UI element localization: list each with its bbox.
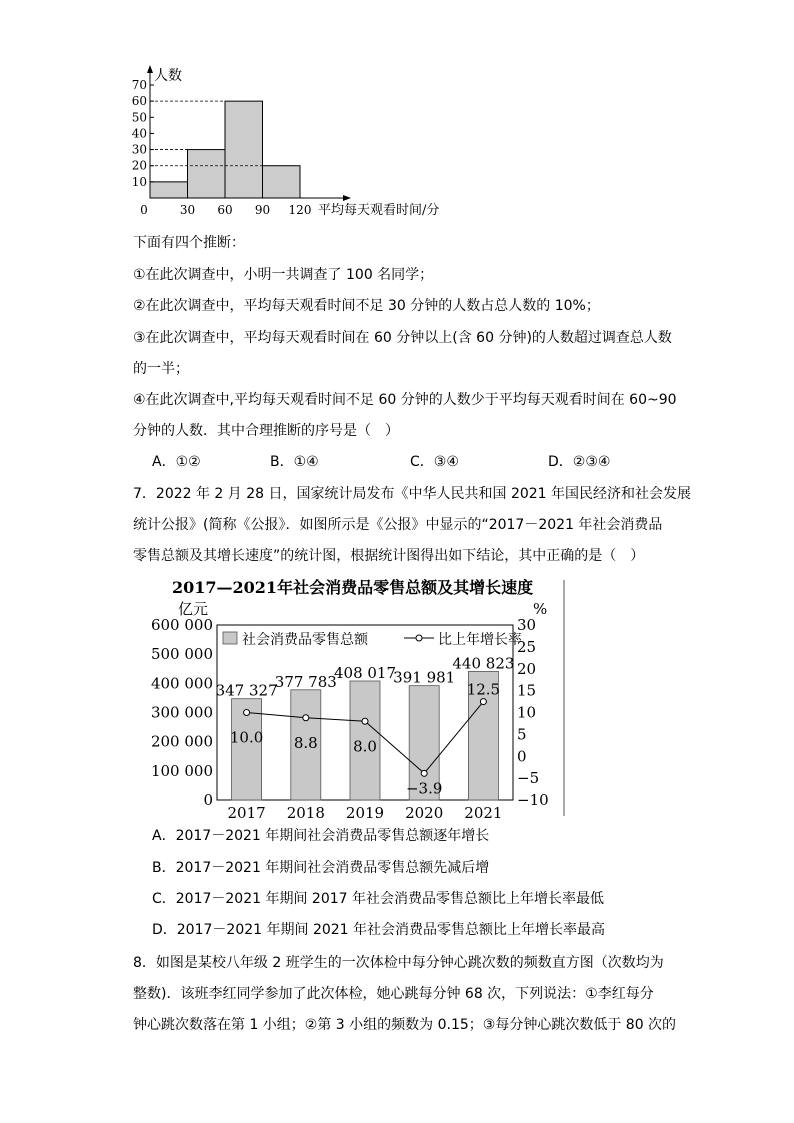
- q6-option-d: D．②③④: [548, 454, 611, 470]
- x-category-label: 2020: [405, 804, 444, 822]
- legend-line-label: 比上年增长率: [438, 632, 522, 648]
- x-category-label: 2018: [286, 804, 325, 822]
- q8-line-3: 钟心跳次数落在第 1 小组；②第 3 小组的频数为 0.15；③每分钟心跳次数低于 80 次的: [133, 1017, 677, 1033]
- q8-line-1: 8．如图是某校八年级 2 班学生的一次体检中每分钟心跳次数的频数直方图（次数均为: [133, 955, 664, 971]
- right-axis-tick-label: 5: [517, 725, 527, 744]
- right-axis-tick-label: 0: [517, 747, 527, 766]
- hist-y-tick-label: 70: [131, 78, 147, 92]
- consumer-sales-chart: [150, 574, 570, 822]
- q7-option-b: B．2017－2021 年期间社会消费品零售总额先减后增: [152, 860, 490, 876]
- right-axis-tick-label: 20: [517, 659, 537, 678]
- left-axis-tick-label: 400 000: [150, 674, 213, 693]
- right-axis-tick-label: −5: [517, 769, 540, 788]
- legend-bar-label: 社会消费品零售总额: [242, 632, 368, 648]
- q7-option-d: D．2017－2021 年期间 2021 年社会消费品零售总额比上年增长率最高: [152, 922, 606, 938]
- growth-rate-point: [480, 699, 486, 705]
- q6-option-a: A．①②: [152, 454, 201, 470]
- q8-line-2: 整数)．该班李红同学参加了此次体检，她心跳每分钟 68 次，下列说法：①李红每分: [133, 986, 654, 1002]
- q7-option-c: C．2017－2021 年期间 2017 年社会消费品零售总额比上年增长率最低: [152, 891, 605, 907]
- growth-rate-label: 8.8: [293, 733, 318, 752]
- right-axis-tick-label: 25: [517, 637, 537, 656]
- hist-y-tick-label: 50: [131, 110, 147, 125]
- q6-option-c: C．③④: [410, 454, 459, 470]
- growth-rate-label: −3.9: [405, 779, 443, 798]
- left-axis-tick-label: 500 000: [150, 645, 213, 664]
- growth-rate-point: [362, 718, 368, 724]
- hist-y-tick-label: 10: [131, 174, 147, 189]
- left-axis-tick-label: 0: [203, 791, 213, 809]
- growth-rate-label: 8.0: [353, 737, 377, 756]
- right-axis-tick-label: 10: [517, 703, 537, 722]
- hist-x-tick-label: 120: [288, 203, 312, 217]
- sales-bar-label: 440 823: [452, 654, 515, 673]
- hist-y-tick-label: 60: [131, 94, 147, 109]
- growth-rate-label: 10.0: [229, 728, 264, 747]
- growth-rate-label: 12.5: [466, 680, 501, 699]
- legend-line-marker: [416, 635, 422, 641]
- q6-statement-4-cont: 分钟的人数．其中合理推断的序号是（ ）: [133, 423, 399, 439]
- x-category-label: 2021: [464, 804, 503, 822]
- hist-y-tick-label: 40: [131, 126, 147, 141]
- q7-line-3: 零售总额及其增长速度”的统计图，根据统计图得出如下结论，其中正确的是（ ）: [133, 548, 645, 564]
- sales-bar-label: 408 017: [333, 663, 397, 682]
- sales-bar-label: 347 327: [215, 681, 278, 700]
- right-axis-tick-label: −10: [517, 791, 549, 809]
- q6-intro: 下面有四个推断：: [133, 235, 245, 251]
- q7-line-1: 7．2022 年 2 月 28 日，国家统计局发布《中华人民共和国 2021 年国民经济和社会发展: [133, 486, 692, 502]
- left-axis-tick-label: 300 000: [150, 703, 213, 722]
- hist-x-tick-label: 60: [217, 203, 233, 217]
- x-category-label: 2019: [345, 804, 385, 822]
- growth-rate-point: [244, 710, 250, 716]
- x-category-label: 2017: [227, 804, 266, 822]
- hist-x-tick-label: 90: [254, 203, 271, 217]
- sales-bar-label: 377 783: [274, 672, 337, 691]
- q7-option-a: A．2017－2021 年期间社会消费品零售总额逐年增长: [152, 828, 490, 844]
- growth-rate-point: [303, 715, 309, 721]
- q6-statement-1: ①在此次调查中，小明一共调查了 100 名同学；: [133, 267, 434, 283]
- chart2-title: 2017—2021年社会消费品零售总额及其增长速度: [172, 578, 534, 597]
- legend-bar-swatch: [223, 632, 237, 644]
- hist-y-tick-label: 20: [131, 158, 147, 173]
- hist-bar: [150, 182, 188, 198]
- q6-statement-3-cont: 的一半；: [133, 361, 189, 377]
- q6-option-b: B．①④: [270, 454, 319, 470]
- histogram-chart: [120, 62, 480, 220]
- hist-y-arrow: [147, 65, 153, 73]
- left-axis-tick-label: 600 000: [150, 616, 213, 634]
- q6-statement-4: ④在此次调查中,平均每天观看时间不足 60 分钟的人数少于平均每天观看时间在 60~90: [133, 392, 677, 408]
- left-axis-tick-label: 200 000: [150, 732, 213, 751]
- hist-x-tick-label: 30: [179, 203, 196, 217]
- hist-y-axis-label: 人数: [154, 68, 182, 84]
- hist-x-tick-label: 0: [140, 203, 148, 217]
- hist-bar: [225, 101, 263, 198]
- q6-statement-2: ②在此次调查中，平均每天观看时间不足 30 分钟的人数占总人数的 10%；: [133, 298, 600, 314]
- q6-statement-3: ③在此次调查中，平均每天观看时间在 60 分钟以上(含 60 分钟)的人数超过调查总人数: [133, 330, 672, 346]
- right-axis-tick-label: 30: [517, 616, 537, 634]
- chart2-right-unit: %: [533, 600, 548, 618]
- growth-rate-point: [421, 770, 427, 776]
- hist-x-axis-label: 平均每天观看时间/分: [318, 203, 440, 218]
- hist-y-tick-label: 30: [131, 142, 147, 157]
- q7-line-2: 统计公报》(简称《公报》．如图所示是《公报》中显示的“2017－2021 年社会消费品: [133, 517, 663, 533]
- hist-x-arrow: [343, 195, 351, 201]
- hist-bar: [263, 166, 301, 198]
- chart2-left-unit: 亿元: [178, 600, 209, 618]
- right-axis-tick-label: 15: [517, 681, 537, 700]
- sales-bar-label: 391 981: [393, 668, 456, 687]
- hist-bar: [188, 150, 226, 198]
- left-axis-tick-label: 100 000: [150, 761, 213, 780]
